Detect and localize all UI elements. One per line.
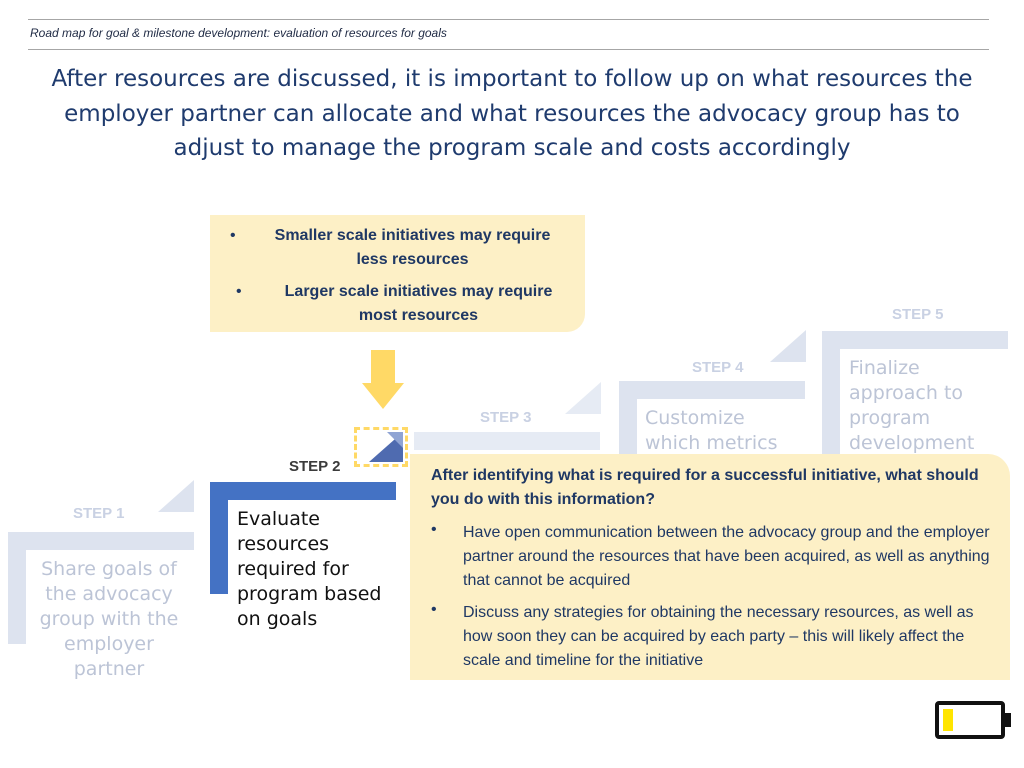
step-5-text: Finalize approach to program development: [849, 357, 975, 454]
step-2-post: [210, 482, 228, 594]
callout-item-text: Discuss any strategies for obtaining the necessary resources, as well as how soon they can be acquired by each party – this will likely affect the scale and timeline for the initiative: [463, 604, 974, 669]
page-title: After resources are discussed, it is important to follow up on what resources the employer partner can allocate and what resources the advocacy group has to adjust to manage the program scale and costs accordingly: [51, 66, 973, 161]
step-1-text: Share goals of the advocacy group with the employer partner: [39, 558, 179, 680]
step-2-label: STEP 2: [289, 458, 341, 475]
header-top-divider: [28, 19, 989, 20]
dashed-highlight-box: [354, 427, 408, 467]
step-3-corner: [565, 382, 601, 414]
breadcrumb: Road map for goal & milestone development: evaluation of resources for goals: [30, 26, 447, 40]
bullet: •: [230, 227, 236, 244]
step-1-bar: [8, 532, 194, 550]
step-4-corner: [770, 330, 806, 362]
callout-item-text: Have open communication between the advocacy group and the employer partner around the resources that have been acquired, as well as anything that cannot be acquired: [463, 524, 990, 589]
callout-item: [210, 224, 585, 272]
step-5-bar: [822, 331, 1008, 349]
callout-heading: After identifying what is required for a successful initiative, what should you do with this information?: [431, 467, 979, 508]
step-2-text: Evaluate resources required for program based on goals: [237, 508, 382, 630]
step-2-bar: [210, 482, 396, 500]
callout-item: [210, 280, 585, 328]
bullet: •: [431, 521, 437, 538]
step-4-label: STEP 4: [692, 359, 744, 376]
header-bottom-divider: [28, 49, 989, 50]
step-1-corner: [158, 480, 194, 512]
step-5-label: STEP 5: [892, 306, 944, 323]
step-1-label: STEP 1: [73, 505, 125, 522]
next-steps-callout: [410, 454, 1010, 680]
step-4-bar: [619, 381, 805, 399]
step-3-label: STEP 3: [480, 409, 532, 426]
callout-item-text: Smaller scale initiatives may require less resources: [274, 227, 551, 268]
callout-item-text: Larger scale initiatives may require most resources: [284, 283, 553, 324]
step-4-text: Customize which metrics: [645, 407, 778, 454]
step-5-post: [822, 331, 840, 454]
bullet: •: [431, 601, 437, 618]
bullet: •: [236, 283, 242, 300]
step-4-post: [619, 381, 637, 454]
scale-callout: [210, 215, 585, 332]
battery-low-icon: [934, 700, 1014, 740]
step-3-bar: [414, 432, 600, 450]
triangle-icon: [357, 430, 405, 464]
step-1-post: [8, 532, 26, 644]
